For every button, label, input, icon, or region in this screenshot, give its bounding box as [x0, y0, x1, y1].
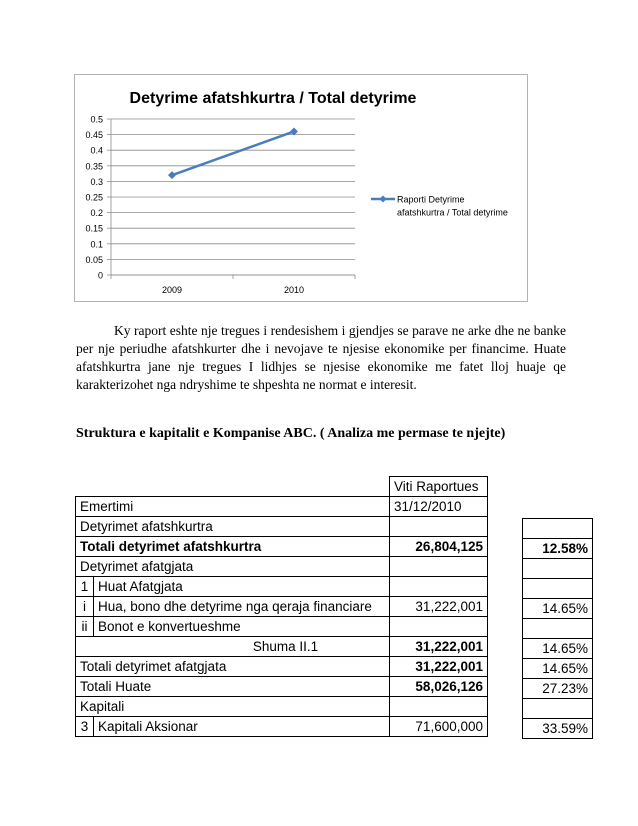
y-tick-label: 0.45: [85, 130, 103, 141]
table-row: [76, 617, 488, 637]
row-index: 3: [76, 717, 94, 737]
row-value: 71,600,000: [390, 717, 488, 737]
table-row: [76, 597, 488, 617]
y-tick-label: 0.35: [85, 161, 103, 172]
empty-cell: [76, 477, 390, 497]
row-index: ii: [76, 617, 94, 637]
row-label: Hua, bono dhe detyrime nga qeraja financiare: [94, 597, 390, 617]
legend-label: Raporti Detyrime afatshkurtra / Total detyrime: [397, 194, 508, 218]
header-date: 31/12/2010: [390, 497, 488, 517]
pct-value: [523, 699, 593, 719]
x-tick-label: 2009: [161, 285, 183, 295]
pct-row: [523, 679, 593, 699]
pct-value: [523, 619, 593, 639]
pct-row: [523, 719, 593, 739]
row-value: [390, 697, 488, 717]
pct-value: [523, 519, 593, 539]
line-chart: [75, 75, 529, 303]
pct-value: [523, 579, 593, 599]
row-value: 31,222,001: [390, 597, 488, 617]
table-row: [76, 537, 488, 557]
row-label: Detyrimet afatgjata: [76, 557, 390, 577]
legend-marker: [380, 196, 387, 203]
row-value: [390, 617, 488, 637]
row-label: Bonot e konvertueshme: [94, 617, 390, 637]
percentage-table: [522, 518, 593, 739]
row-value: 58,026,126: [390, 677, 488, 697]
header-viti: Viti Raportues: [390, 477, 488, 497]
row-label: Totali detyrimet afatgjata: [76, 657, 390, 677]
pct-row: [523, 639, 593, 659]
series-line: [172, 131, 294, 175]
header-emertimi: Emertimi: [76, 497, 390, 517]
pct-row: [523, 579, 593, 599]
row-label: Kapitali Aksionar: [94, 717, 390, 737]
capital-structure-table: [75, 476, 488, 737]
pct-row: [523, 699, 593, 719]
table-row: [76, 697, 488, 717]
pct-row: [523, 659, 593, 679]
y-tick-label: 0.2: [90, 208, 103, 219]
row-label: Totali detyrimet afatshkurtra: [76, 537, 390, 557]
y-tick-label: 0.4: [90, 145, 103, 156]
pct-row: [523, 619, 593, 639]
row-label: Huat Afatgjata: [94, 577, 390, 597]
data-point: [168, 171, 176, 179]
table-row: [76, 577, 488, 597]
chart-container: [74, 74, 528, 302]
chart-title: Detyrime afatshkurtra / Total detyrime: [129, 90, 417, 107]
y-tick-label: 0.3: [90, 176, 103, 187]
pct-value: 14.65%: [523, 659, 593, 679]
pct-value: 14.65%: [523, 639, 593, 659]
row-label: Kapitali: [76, 697, 390, 717]
pct-row: [523, 539, 593, 559]
pct-value: 14.65%: [523, 599, 593, 619]
pct-row: [523, 519, 593, 539]
pct-value: 12.58%: [523, 539, 593, 559]
row-label: Detyrimet afatshkurtra: [76, 517, 390, 537]
row-value: 26,804,125: [390, 537, 488, 557]
pct-value: [523, 559, 593, 579]
body-paragraph: Ky raport eshte nje tregues i rendesishem i gjendjes se parave ne arke dhe ne banke per nje periudhe afatshkurter dhe i nevojave te njesise ekonomike per financime. Huate afatshkurtra jane nje tregues I lidhjes se njesise ekonomike me fatet lloj huaje qe karakterizohet nga ndryshime te shpeshta ne normat e interesit.: [76, 323, 566, 392]
table-row: [76, 517, 488, 537]
row-value: [390, 577, 488, 597]
table-row: [76, 717, 488, 737]
y-tick-label: 0.5: [90, 114, 103, 125]
table-row: [76, 557, 488, 577]
table-row: [76, 677, 488, 697]
row-label: Totali Huate: [76, 677, 390, 697]
y-tick-label: 0.25: [85, 192, 103, 203]
y-tick-label: 0: [97, 270, 103, 281]
row-index: 1: [76, 577, 94, 597]
row-value: 31,222,001: [390, 637, 488, 657]
table-row: [76, 497, 488, 517]
pct-value: 33.59%: [523, 719, 593, 739]
table-row: [76, 657, 488, 677]
x-tick-label: 2010: [283, 285, 305, 295]
row-value: 31,222,001: [390, 657, 488, 677]
pct-value: 27.23%: [523, 679, 593, 699]
row-index: i: [76, 597, 94, 617]
section-title: Struktura e kapitalit e Kompanise ABC. ( Analiza me permase te njejte): [76, 426, 506, 441]
table-row: [76, 477, 488, 497]
pct-row: [523, 559, 593, 579]
y-tick-label: 0.05: [85, 254, 103, 265]
pct-row: [523, 599, 593, 619]
row-label: Shuma II.1: [76, 637, 390, 657]
y-tick-label: 0.1: [90, 239, 103, 250]
y-tick-label: 0.15: [85, 223, 103, 234]
table-row: [76, 637, 488, 657]
row-value: [390, 517, 488, 537]
row-value: [390, 557, 488, 577]
